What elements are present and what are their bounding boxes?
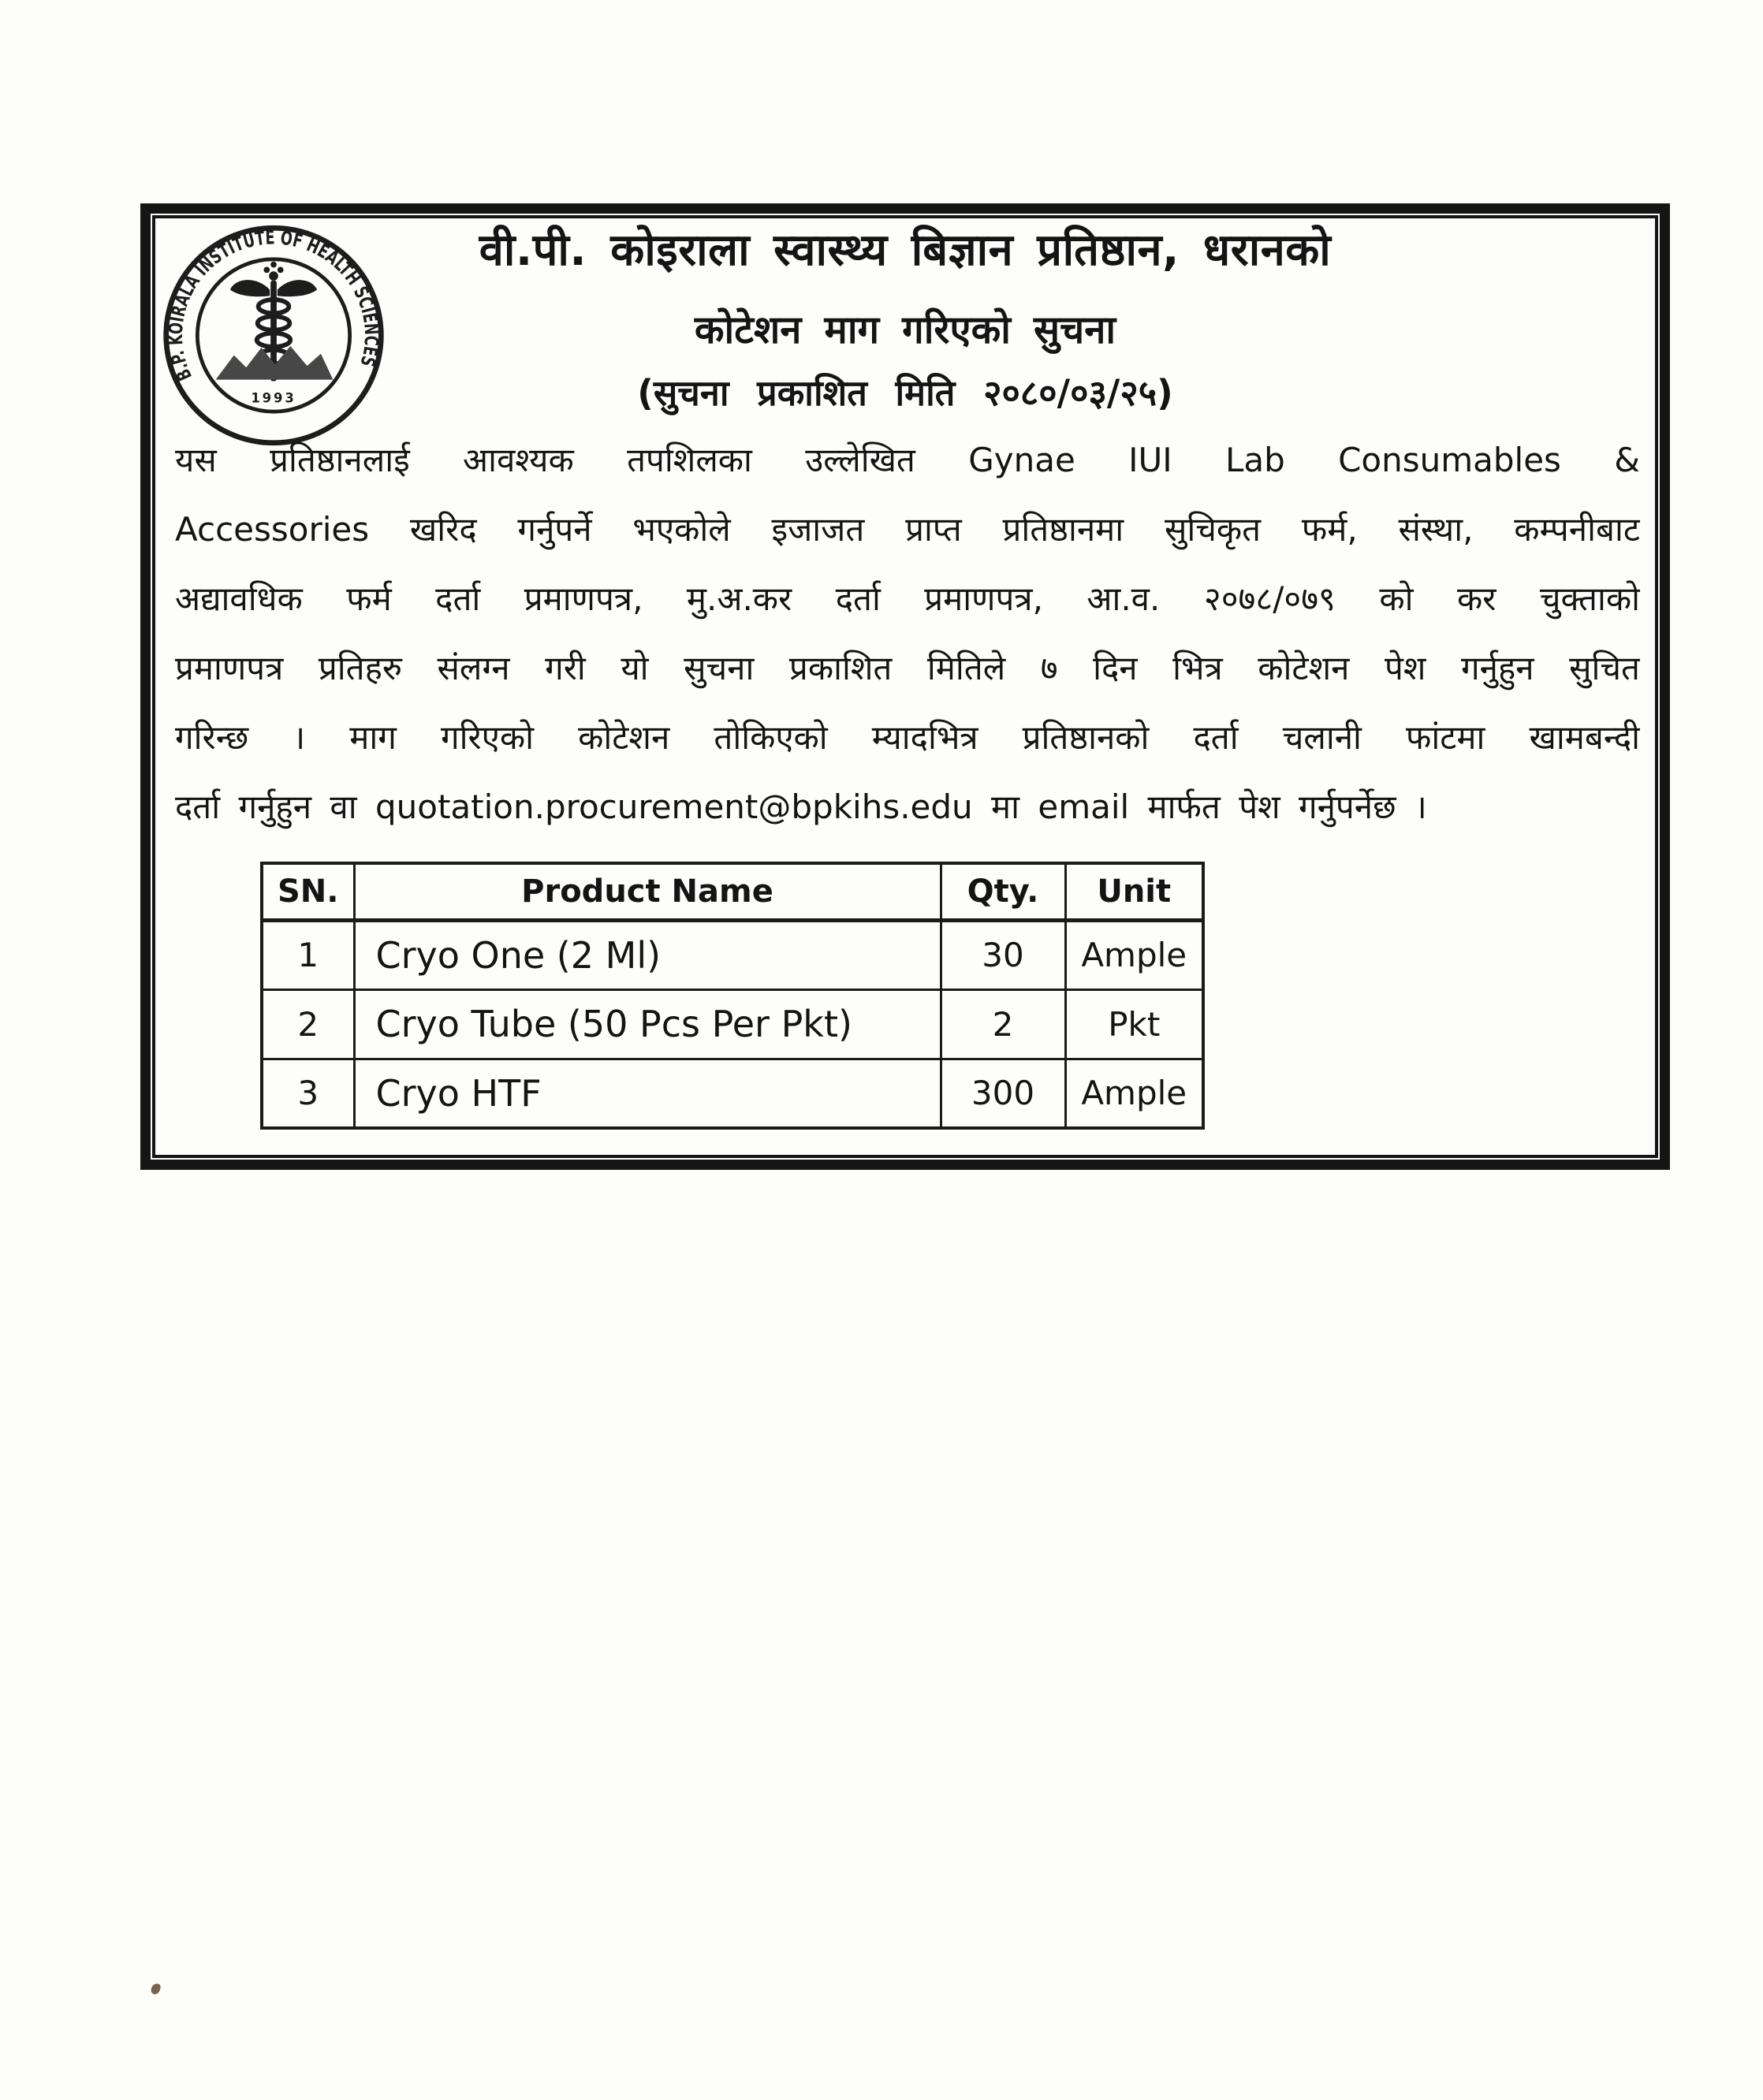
table-header-row: [262, 863, 1203, 920]
notice-body-line: प्रमाणपत्र प्रतिहरु संलग्न गरी यो सुचना प्रकाशित मितिले ७ दिन भित्र कोटेशन पेश गर्नुहुन सुचित: [175, 649, 1640, 687]
cell-qty: 2: [941, 989, 1065, 1059]
table-row: [262, 1059, 1203, 1128]
seal-ring-text: B.P. KOIRALA INSTITUTE OF HEALTH SCIENCES: [164, 226, 383, 385]
notice-body-line: यस प्रतिष्ठानलाई आवश्यक तपशिलका उल्लेखित Gynae IUI Lab Consumables &: [175, 441, 1640, 479]
cell-sn: 3: [262, 1059, 354, 1128]
col-header-product: Product Name: [354, 863, 941, 920]
publish-date-line: (सुचना प्रकाशित मिति २०८०/०३/२५): [637, 372, 1173, 414]
table-row: [262, 989, 1203, 1059]
cell-product: Cryo Tube (50 Pcs Per Pkt): [354, 989, 941, 1059]
items-table: [260, 862, 1205, 1130]
cell-unit: Pkt: [1065, 989, 1203, 1059]
col-header-qty: Qty.: [941, 863, 1065, 920]
cell-qty: 300: [941, 1059, 1065, 1128]
org-name-heading: वी.पी. कोइराला स्वास्थ्य बिज्ञान प्रतिष्ठान, धरानको: [479, 225, 1332, 276]
notice-title: कोटेशन माग गरिएको सुचना: [694, 307, 1116, 352]
cell-unit: Ample: [1065, 920, 1203, 989]
seal-year: 1993: [251, 390, 296, 406]
cell-unit: Ample: [1065, 1059, 1203, 1128]
table-row: [262, 920, 1203, 989]
cell-sn: 2: [262, 989, 354, 1059]
notice-body: [175, 426, 1640, 842]
col-header-sn: SN.: [262, 863, 354, 920]
cell-sn: 1: [262, 920, 354, 989]
notice-body-line: अद्यावधिक फर्म दर्ता प्रमाणपत्र, मु.अ.कर दर्ता प्रमाणपत्र, आ.व. २०७८/०७९ को कर चुक्ताको: [175, 579, 1640, 618]
cell-product: Cryo One (2 Ml): [354, 920, 941, 989]
notice-body-line: Accessories खरिद गर्नुपर्ने भएकोले इजाजत प्राप्त प्रतिष्ठानमा सुचिकृत फर्म, संस्था, कम्पनीबाट: [175, 510, 1640, 549]
notice-body-line: गरिन्छ । माग गरिएको कोटेशन तोकिएको म्यादभित्र प्रतिष्ठानको दर्ता चलानी फांटमा खामबन्दी: [175, 718, 1640, 757]
cell-product: Cryo HTF: [354, 1059, 941, 1128]
cell-qty: 30: [941, 920, 1065, 989]
col-header-unit: Unit: [1065, 863, 1203, 920]
scan-speck-artifact: [150, 1983, 162, 1996]
notice-body-line-email: दर्ता गर्नुहुन वा quotation.procurement@bpkihs.edu मा email मार्फत पेश गर्नुपर्नेछ ।: [175, 788, 1427, 826]
